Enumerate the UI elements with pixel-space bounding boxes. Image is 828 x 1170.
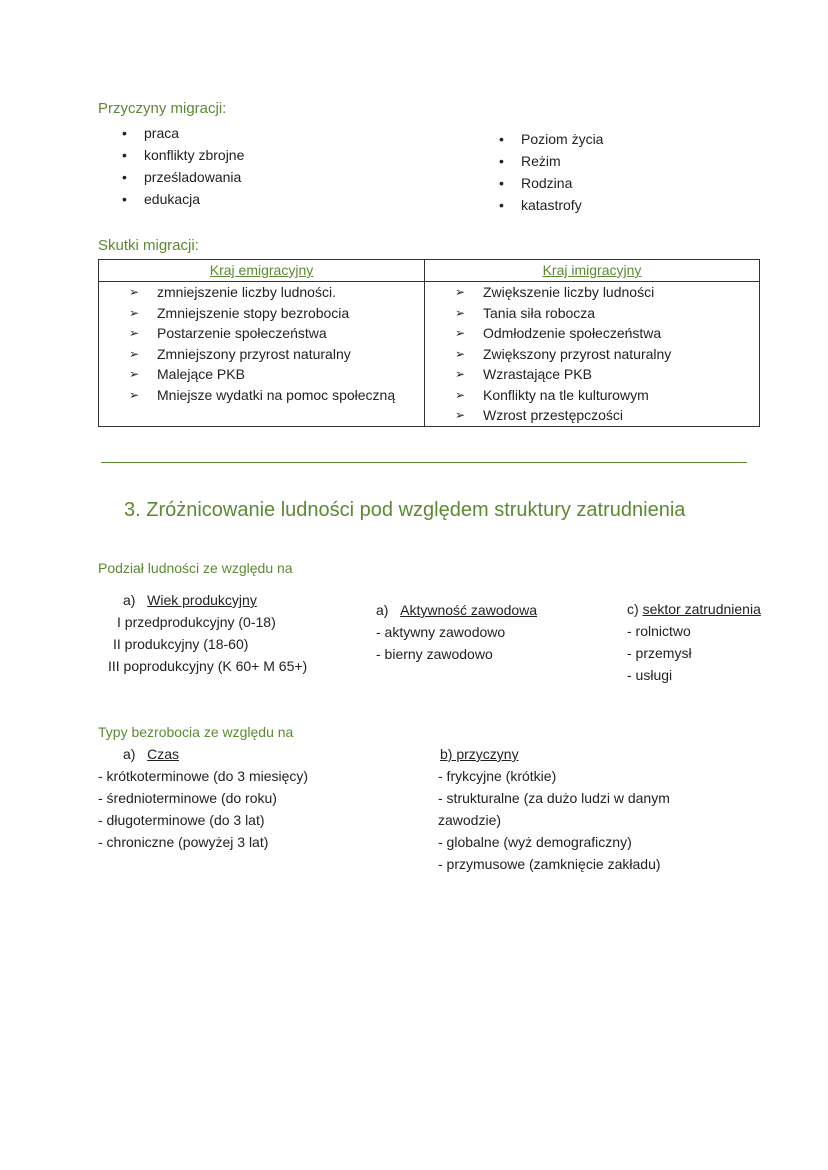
- list-item: ➢ Tania siła robocza: [455, 303, 759, 324]
- immigration-effects-list: [425, 282, 759, 426]
- list-item: • Reżim: [495, 150, 603, 172]
- list-item: - aktywny zawodowo: [376, 624, 506, 640]
- list-item: ➢ Wzrastające PKB: [455, 364, 759, 385]
- list-item: - rolnictwo: [627, 623, 691, 639]
- migration-effects-table: [98, 259, 760, 427]
- list-item: • prześladowania: [118, 166, 244, 188]
- sector-label: sektor zatrudnienia: [642, 601, 761, 617]
- list-item: - chroniczne (powyżej 3 lat): [98, 834, 269, 850]
- migration-causes-left-list: [118, 122, 244, 210]
- list-item: - strukturalne (za dużo ludzi w danym: [438, 790, 670, 806]
- time-list: [98, 765, 308, 853]
- sector-list: [627, 620, 692, 686]
- list-item: • Rodzina: [495, 172, 603, 194]
- emigration-effects-list: [99, 282, 424, 405]
- list-item: - usługi: [627, 667, 673, 683]
- age-item: III poprodukcyjny (K 60+ M 65+): [108, 658, 308, 674]
- migration-effects-heading: Skutki migracji:: [98, 237, 199, 254]
- causes-list: [438, 765, 670, 875]
- list-item: - przymusowe (zamknięcie zakładu): [438, 856, 661, 872]
- list-item: ➢ Postarzenie społeczeństwa: [129, 323, 424, 344]
- list-item: - frykcyjne (krótkie): [438, 768, 557, 784]
- section-title: 3. Zróżnicowanie ludności pod względem struktury zatrudnienia: [124, 499, 686, 521]
- list-item: ➢ Wzrost przestępczości: [455, 405, 759, 426]
- list-item: ➢ Konflikty na tle kulturowym: [455, 385, 759, 406]
- list-item: ➢ Mniejsze wydatki na pomoc społeczną: [129, 385, 424, 406]
- list-item: - średnioterminowe (do roku): [98, 790, 277, 806]
- age-label-line: a) Wiek produkcyjny: [123, 592, 257, 608]
- list-item: ➢ zmniejszenie liczby ludności.: [129, 282, 424, 303]
- list-item: ➢ Zwiększony przyrost naturalny: [455, 344, 759, 365]
- age-item: I przedprodukcyjny (0-18): [117, 614, 276, 630]
- list-item: zawodzie): [438, 812, 502, 828]
- list-item: - globalne (wyż demograficzny): [438, 834, 632, 850]
- age-label: Wiek produkcyjny: [147, 592, 257, 608]
- section-divider: [101, 462, 747, 463]
- list-item: ➢ Odmłodzenie społeczeństwa: [455, 323, 759, 344]
- list-item: • Poziom życia: [495, 128, 603, 150]
- list-item: ➢ Zmniejszenie stopy bezrobocia: [129, 303, 424, 324]
- list-item: • konflikty zbrojne: [118, 144, 244, 166]
- activity-label-line: a) Aktywność zawodowa: [376, 602, 538, 618]
- column-header-immigration: Kraj imigracyjny: [425, 260, 760, 282]
- list-item: - przemysł: [627, 645, 692, 661]
- migration-causes-right-list: [495, 128, 603, 216]
- list-item: - krótkoterminowe (do 3 miesięcy): [98, 768, 309, 784]
- list-item: - bierny zawodowo: [376, 646, 493, 662]
- time-label: Czas: [147, 746, 180, 762]
- column-header-emigration: Kraj emigracyjny: [99, 260, 425, 282]
- list-item: • edukacja: [118, 188, 244, 210]
- list-item: ➢ Zwiększenie liczby ludności: [455, 282, 759, 303]
- emigration-effects-cell: [99, 282, 425, 427]
- list-item: - długoterminowe (do 3 lat): [98, 812, 265, 828]
- list-item: • katastrofy: [495, 194, 603, 216]
- unemployment-heading: Typy bezrobocia ze względu na: [98, 724, 294, 740]
- time-label-line: a) Czas: [123, 746, 180, 762]
- age-item: II produkcyjny (18-60): [113, 636, 249, 652]
- immigration-effects-cell: [425, 282, 760, 427]
- migration-causes-heading: Przyczyny migracji:: [98, 100, 227, 117]
- list-item: • praca: [118, 122, 244, 144]
- division-heading: Podział ludności ze względu na: [98, 560, 293, 576]
- list-item: ➢ Malejące PKB: [129, 364, 424, 385]
- activity-list: [376, 621, 505, 665]
- activity-label: Aktywność zawodowa: [400, 602, 538, 618]
- list-item: ➢ Zmniejszony przyrost naturalny: [129, 344, 424, 365]
- causes-label: b) przyczyny: [440, 746, 519, 762]
- sector-label-line: c) sektor zatrudnienia: [627, 601, 761, 617]
